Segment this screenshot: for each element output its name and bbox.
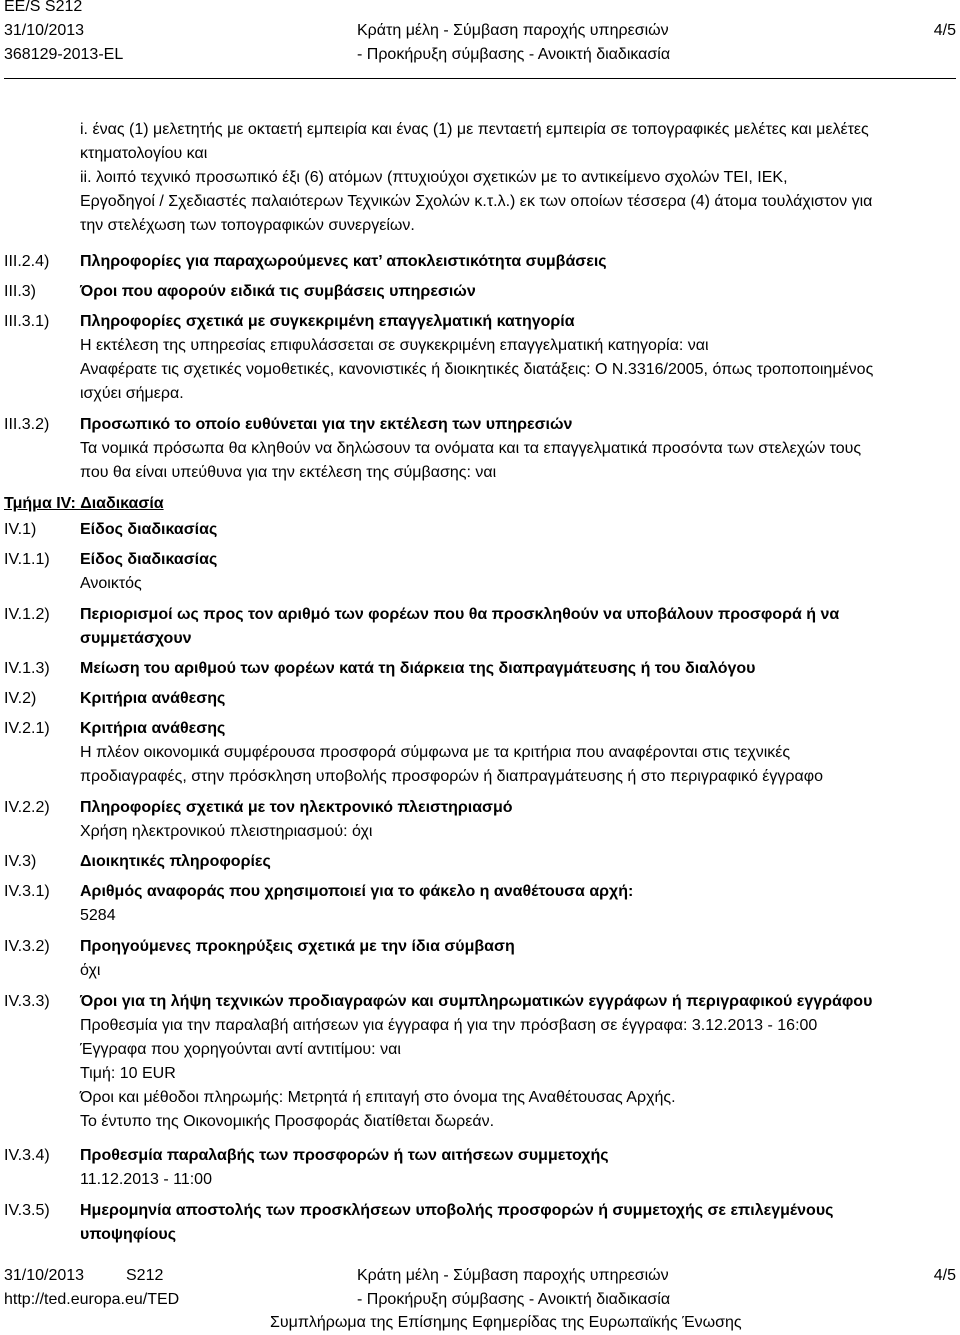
header-divider (4, 78, 956, 79)
section-text: Όροι και μέθοδοι πληρωμής: Μετρητά ή επιταγή στο όνομα της Αναθέτουσας Αρχής. (80, 1089, 676, 1106)
section-title: Ημερομηνία αποστολής των προσκλήσεων υποβολής προσφορών ή συμμετοχής σε επιλεγμένους (80, 1202, 834, 1219)
section-body (80, 935, 956, 983)
part-iv-title: Τμήμα IV: Διαδικασία (4, 495, 164, 512)
item-i-line: κτηματολογίου και (80, 145, 208, 162)
section-number: III.3) (4, 283, 37, 300)
section-title: Περιορισμοί ως προς τον αριθμό των φορέων που θα προσκληθούν να υποβάλουν προσφορά ή να (80, 606, 840, 623)
header-date: 31/10/2013 (4, 22, 85, 39)
section-title: υποψηφίους (80, 1226, 177, 1243)
section-text: Η εκτέλεση της υπηρεσίας επιφυλάσσεται σε συγκεκριμένη επαγγελματική κατηγορία: ναι (80, 337, 709, 354)
section-text: Ανοικτός (80, 575, 142, 592)
section-title: Πληροφορίες για παραχωρούμενες κατ’ αποκλειστικότητα συμβάσεις (80, 253, 607, 270)
section-number: IV.3.5) (4, 1202, 50, 1219)
section-number: IV.3.3) (4, 993, 50, 1010)
section-text: Το έντυπο της Οικονομικής Προσφοράς διατίθεται δωρεάν. (80, 1113, 495, 1130)
header-subtitle: - Προκήρυξη σύμβασης - Ανοικτή διαδικασία (357, 46, 671, 63)
section-title: Πληροφορίες σχετικά με τον ηλεκτρονικό πλειστηριασμό (80, 799, 513, 816)
section-title: Διοικητικές πληροφορίες (80, 853, 271, 870)
section-body (80, 880, 956, 928)
section-body (80, 413, 956, 485)
section-title: Όροι που αφορούν ειδικά τις συμβάσεις υπηρεσιών (80, 283, 476, 300)
section-title: Είδος διαδικασίας (80, 521, 218, 538)
section-title: Προθεσμία παραλαβής των προσφορών ή των αιτήσεων συμμετοχής (80, 1147, 609, 1164)
footer-subtitle: - Προκήρυξη σύμβασης - Ανοικτή διαδικασία (357, 1291, 671, 1308)
intro-text (80, 118, 956, 238)
section-text: όχι (80, 962, 101, 979)
item-ii-line: την στελέχωση των τοπογραφικών συνεργείων. (80, 217, 415, 234)
section-number: IV.3) (4, 853, 37, 870)
section-body (80, 1144, 956, 1192)
section-number: III.3.2) (4, 416, 50, 433)
section-title: συμμετάσχουν (80, 630, 192, 647)
section-number: IV.1.3) (4, 660, 50, 677)
header-ref: 368129-2013-EL (4, 46, 124, 63)
section-text: Αναφέρατε τις σχετικές νομοθετικές, κανονιστικές ή διοικητικές διατάξεις: Ο Ν.3316/2005, όπως τροποποιημένος (80, 361, 874, 378)
item-ii-line: ii. λοιπό τεχνικό προσωπικό έξι (6) ατόμων (πτυχιούχοι σχετικών με το αντικείμενο σχολών ΤΕΙ, ΙΕΚ, (80, 169, 788, 186)
section-body (80, 603, 956, 651)
section-text: Η πλέον οικονομικά συμφέρουσα προσφορά σύμφωνα με τα κριτήρια που αναφέρονται στις τεχνικές (80, 744, 791, 761)
section-text: Προθεσμία για την παραλαβή αιτήσεων για έγγραφα ή για την πρόσβαση σε έγγραφα: 3.12.2013 - 16:00 (80, 1017, 818, 1034)
section-title: Πληροφορίες σχετικά με συγκεκριμένη επαγγελματική κατηγορία (80, 313, 575, 330)
section-body (80, 717, 956, 789)
footer-page: 4/5 (933, 1267, 956, 1284)
section-title: Κριτήρια ανάθεσης (80, 720, 226, 737)
section-body (80, 990, 956, 1134)
footer-supplement: Συμπλήρωμα της Επίσημης Εφημερίδας της Ευρωπαϊκής Ένωσης (270, 1314, 742, 1331)
header-page: 4/5 (933, 22, 956, 39)
section-text: ισχύει σήμερα. (80, 385, 184, 402)
section-title: Προηγούμενες προκηρύξεις σχετικά με την ίδια σύμβαση (80, 938, 515, 955)
section-body (80, 548, 956, 596)
section-title: Αριθμός αναφοράς που χρησιμοποιεί για το φάκελο η αναθέτουσα αρχή: (80, 883, 634, 900)
section-text: 11.12.2013 - 11:00 (80, 1171, 212, 1188)
section-number: III.3.1) (4, 313, 50, 330)
section-text: Τιμή: 10 EUR (80, 1065, 176, 1082)
section-number: IV.2) (4, 690, 37, 707)
section-text: Χρήση ηλεκτρονικού πλειστηριασμού: όχι (80, 823, 373, 840)
section-body (80, 796, 956, 844)
section-number: IV.2.1) (4, 720, 50, 737)
section-body (80, 1199, 956, 1247)
section-number: IV.1.1) (4, 551, 50, 568)
header-title: Κράτη μέλη - Σύμβαση παροχής υπηρεσιών (357, 22, 669, 39)
section-number: IV.1) (4, 521, 37, 538)
doc-code: EE/S S212 (4, 0, 83, 15)
footer-series: S212 (126, 1267, 164, 1284)
section-number: IV.1.2) (4, 606, 50, 623)
item-ii-line: Εργοδηγοί / Σχεδιαστές παλαιότερων Τεχνικών Σχολών κ.τ.λ.) εκ των οποίων τέσσερα (4) άτομα τουλάχιστον για (80, 193, 873, 210)
section-title: Κριτήρια ανάθεσης (80, 690, 226, 707)
footer-url[interactable]: http://ted.europa.eu/TED (4, 1291, 180, 1308)
section-title: Είδος διαδικασίας (80, 551, 218, 568)
section-number: IV.3.4) (4, 1147, 50, 1164)
section-text: 5284 (80, 907, 116, 924)
section-body (80, 310, 956, 406)
section-text: Τα νομικά πρόσωπα θα κληθούν να δηλώσουν τα ονόματα και τα επαγγελματικά προσόντα των στελεχών τους (80, 440, 862, 457)
section-number: IV.2.2) (4, 799, 50, 816)
section-title: Μείωση του αριθμού των φορέων κατά τη διάρκεια της διαπραγμάτευσης ή του διαλόγου (80, 660, 756, 677)
section-number: IV.3.2) (4, 938, 50, 955)
footer-date: 31/10/2013 (4, 1267, 85, 1284)
section-text: Έγγραφα που χορηγούνται αντί αντιτίμου: ναι (80, 1041, 401, 1058)
section-title: Όροι για τη λήψη τεχνικών προδιαγραφών και συμπληρωματικών εγγράφων ή περιγραφικού εγγράφου (80, 993, 873, 1010)
footer-title: Κράτη μέλη - Σύμβαση παροχής υπηρεσιών (357, 1267, 669, 1284)
section-text: που θα είναι υπεύθυνα για την εκτέλεση της σύμβασης: ναι (80, 464, 497, 481)
section-number: IV.3.1) (4, 883, 50, 900)
section-title: Προσωπικό το οποίο ευθύνεται για την εκτέλεση των υπηρεσιών (80, 416, 573, 433)
item-i-line: i. ένας (1) μελετητής με οκταετή εμπειρία και ένας (1) με πενταετή εμπειρία σε τοπογραφικές μελέτες και μελέτες (80, 121, 869, 138)
section-number: III.2.4) (4, 253, 50, 270)
section-text: προδιαγραφές, στην πρόσκληση υποβολής προσφορών ή διαπραγμάτευσης ή στο περιγραφικό έγγραφο (80, 768, 824, 785)
